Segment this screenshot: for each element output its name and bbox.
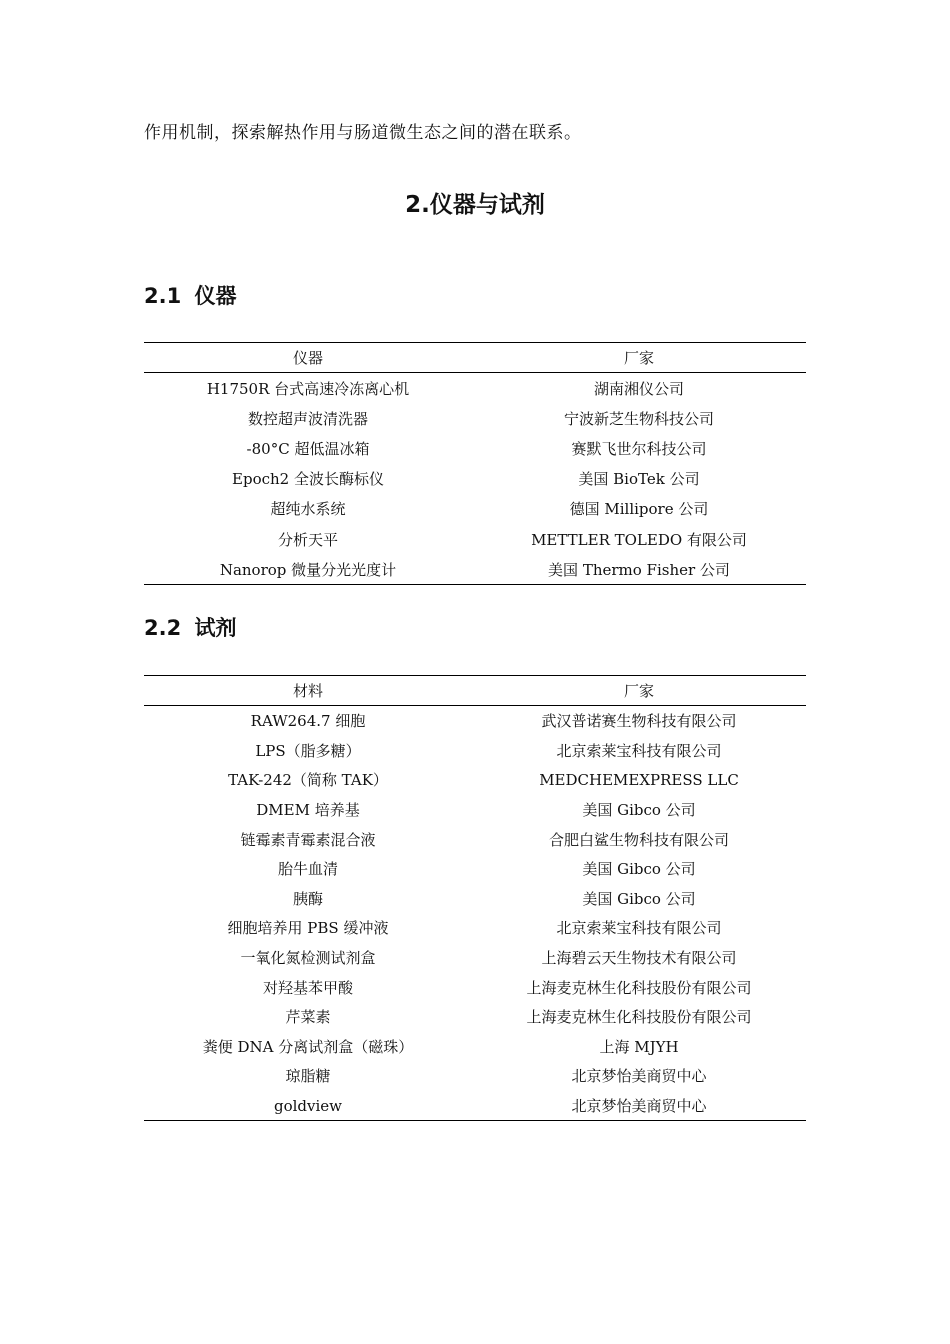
table-row [144, 524, 806, 554]
table-cell: 北京索莱宝科技有限公司 [556, 919, 722, 938]
table-cell: LPS（脂多糖） [255, 741, 361, 760]
table-cell: 合肥白鲨生物科技有限公司 [548, 830, 729, 849]
table-cell: 美国 Gibco 公司 [582, 889, 696, 908]
table-row [144, 494, 806, 524]
table-row [144, 706, 806, 736]
table-row [144, 1091, 806, 1121]
table-cell: 北京梦怡美商贸中心 [571, 1067, 707, 1086]
table-cell: 对羟基苯甲酸 [262, 978, 353, 997]
column-header: 材料 [292, 682, 323, 700]
table-cell: 上海碧云天生物技术有限公司 [541, 949, 737, 968]
table-row [144, 433, 806, 463]
table-cell: 琼脂糖 [285, 1067, 331, 1086]
table-cell: 宁波新芝生物科技公司 [563, 409, 714, 428]
column-header: 厂家 [623, 349, 654, 367]
column-header: 厂家 [623, 682, 654, 700]
table-cell: 湖南湘仪公司 [593, 379, 684, 398]
table-row [144, 913, 806, 943]
table-row [144, 795, 806, 825]
table-row [144, 1061, 806, 1091]
table-cell: 北京索莱宝科技有限公司 [556, 741, 722, 760]
reagents-table [144, 675, 806, 1121]
table-cell: H1750R 台式高速冷冻离心机 [206, 379, 410, 398]
instruments-table [144, 342, 806, 585]
table-row [144, 854, 806, 884]
table-cell: 链霉素青霉素混合液 [240, 830, 376, 849]
table-row [144, 972, 806, 1002]
table-cell: 北京梦怡美商贸中心 [571, 1097, 707, 1116]
table-header-row [144, 343, 806, 373]
table-cell: 德国 Millipore 公司 [569, 500, 709, 519]
table-row [144, 884, 806, 914]
section-title: 2.仪器与试剂 [405, 192, 545, 218]
table-cell: 美国 Thermo Fisher 公司 [548, 560, 730, 579]
table-cell: TAK-242（简称 TAK） [228, 771, 388, 790]
table-cell: 分析天平 [277, 530, 338, 549]
table-cell: MEDCHEMEXPRESS LLC [539, 770, 739, 789]
table-cell: 上海 MJYH [599, 1037, 679, 1056]
table-cell: RAW264.7 细胞 [250, 712, 366, 731]
subsection-title-instruments: 2.1 仪器 [144, 284, 237, 308]
table-cell: 胎牛血清 [277, 860, 338, 879]
table-row [144, 373, 806, 404]
table-row [144, 736, 806, 766]
table-cell: METTLER TOLEDO 有限公司 [531, 530, 747, 549]
table-cell: 细胞培养用 PBS 缓冲液 [227, 919, 389, 938]
table-cell: -80°C 超低温冰箱 [246, 439, 370, 458]
table-row [144, 403, 806, 433]
table-cell: Nanorop 微量分光光度计 [219, 560, 397, 579]
table-row [144, 554, 806, 585]
table-cell: 超纯水系统 [270, 500, 346, 519]
table-cell: 上海麦克林生化科技股份有限公司 [526, 1008, 752, 1027]
table-row [144, 765, 806, 795]
table-cell: 胰酶 [292, 889, 323, 908]
table-cell: Epoch2 全波长酶标仪 [232, 470, 384, 489]
table-cell: 武汉普诺赛生物科技有限公司 [541, 712, 737, 731]
lead-paragraph: 作用机制，探索解热作用与肠道微生态之间的潜在联系。 [144, 123, 582, 143]
table-cell: 上海麦克林生化科技股份有限公司 [526, 978, 752, 997]
table-cell: 芹菜素 [285, 1008, 331, 1027]
table-row [144, 464, 806, 494]
table-row [144, 824, 806, 854]
table-cell: 美国 BioTek 公司 [578, 470, 700, 489]
table-cell: goldview [273, 1096, 343, 1115]
table-cell: 一氧化氮检测试剂盒 [240, 949, 376, 968]
subsection-title-reagents: 2.2 试剂 [144, 616, 237, 640]
table-header-row [144, 676, 806, 706]
table-cell: 赛默飞世尔科技公司 [571, 439, 707, 458]
table-row [144, 1002, 806, 1032]
table-cell: 数控超声波清洗器 [247, 409, 368, 428]
table-cell: DMEM 培养基 [256, 801, 360, 820]
table-cell: 美国 Gibco 公司 [582, 801, 696, 820]
table-cell: 粪便 DNA 分离试剂盒（磁珠） [202, 1037, 414, 1056]
column-header: 仪器 [292, 349, 323, 367]
table-row [144, 1032, 806, 1062]
table-cell: 美国 Gibco 公司 [582, 860, 696, 879]
table-row [144, 943, 806, 973]
